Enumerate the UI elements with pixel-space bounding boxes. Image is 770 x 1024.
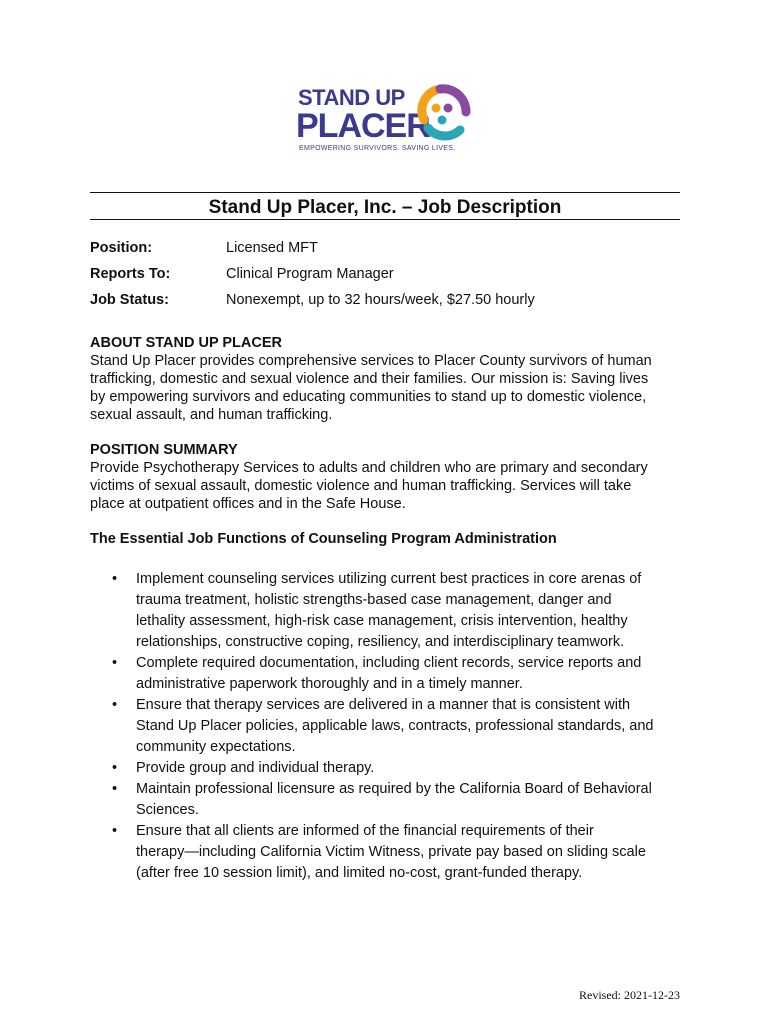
summary-body [90,459,690,513]
list-item [90,695,690,758]
title-rule-bottom [90,219,680,220]
list-item-line: Ensure that all clients are informed of the financial requirements of their [136,823,594,839]
about-section [90,334,690,424]
logo-text-line2: PLACER [296,107,430,145]
field-label: Position: [90,240,153,256]
about-body [90,352,690,424]
logo-text-line1: STAND UP [298,85,405,110]
functions-heading: The Essential Job Functions of Counseling Program Administration [90,531,557,547]
functions-list [90,569,690,884]
list-item-line: Implement counseling services utilizing current best practices in core arenas of [136,571,642,587]
page-title: Stand Up Placer, Inc. – Job Description [208,197,562,218]
about-line: sexual assault, and human trafficking. [90,407,333,423]
revised-date: Revised: 2021-12-23 [579,988,680,1002]
field-value: Clinical Program Manager [226,266,394,282]
bullet-icon: • [112,760,118,776]
bullet-icon: • [112,823,118,839]
list-item [90,758,690,779]
summary-line: place at outpatient offices and in the Safe House. [90,496,406,512]
about-line: Stand Up Placer provides comprehensive services to Placer County survivors of human [90,353,652,369]
list-item-line: administrative paperwork thoroughly and in a timely manner. [136,676,523,692]
field-value: Licensed MFT [226,240,318,256]
field-label: Reports To: [90,266,171,282]
field-value: Nonexempt, up to 32 hours/week, $27.50 hourly [226,292,535,308]
about-heading: ABOUT STAND UP PLACER [90,335,282,351]
list-item-line: relationships, constructive coping, resiliency, and interdisciplinary teamwork. [136,634,625,650]
about-line: by empowering survivors and educating communities to stand up to domestic violence, [90,389,647,405]
about-line: trafficking, domestic and sexual violence and their families. Our mission is: Saving lives [90,371,649,387]
list-item [90,779,690,821]
list-item-line: Sciences. [136,802,199,818]
list-item-line: Stand Up Placer policies, applicable laws, contracts, professional standards, and [136,718,654,734]
logo-mark-icon [414,84,472,142]
bullet-icon: • [112,655,118,671]
summary-line: victims of sexual assault, domestic violence and human trafficking. Services will take [90,478,632,494]
list-item-line: therapy—including California Victim Witness, private pay based on sliding scale [136,844,646,860]
logo [296,84,476,156]
list-item-line: Complete required documentation, including client records, service reports and [136,655,642,671]
list-item-line: Ensure that therapy services are delivered in a manner that is consistent with [136,697,631,713]
list-item-line: trauma treatment, holistic strengths-based case management, danger and [136,592,612,608]
list-item-line: Maintain professional licensure as required by the California Board of Behavioral [136,781,652,797]
list-item-line: lethality assessment, high-risk case management, crisis intervention, healthy [136,613,628,629]
bullet-icon: • [112,571,118,587]
list-item-line: (after free 10 session limit), and limited no-cost, grant-funded therapy. [136,865,583,881]
bullet-icon: • [112,697,118,713]
list-item [90,653,690,695]
summary-heading: POSITION SUMMARY [90,442,238,458]
list-item [90,821,690,884]
logo-tagline: EMPOWERING SURVIVORS. SAVING LIVES. [299,145,456,152]
bullet-icon: • [112,781,118,797]
summary-line: Provide Psychotherapy Services to adults and children who are primary and secondary [90,460,648,476]
title-rule-top [90,192,680,193]
summary-section [90,441,690,513]
list-item [90,569,690,653]
list-item-line: Provide group and individual therapy. [136,760,375,776]
field-label: Job Status: [90,292,169,308]
list-item-line: community expectations. [136,739,296,755]
